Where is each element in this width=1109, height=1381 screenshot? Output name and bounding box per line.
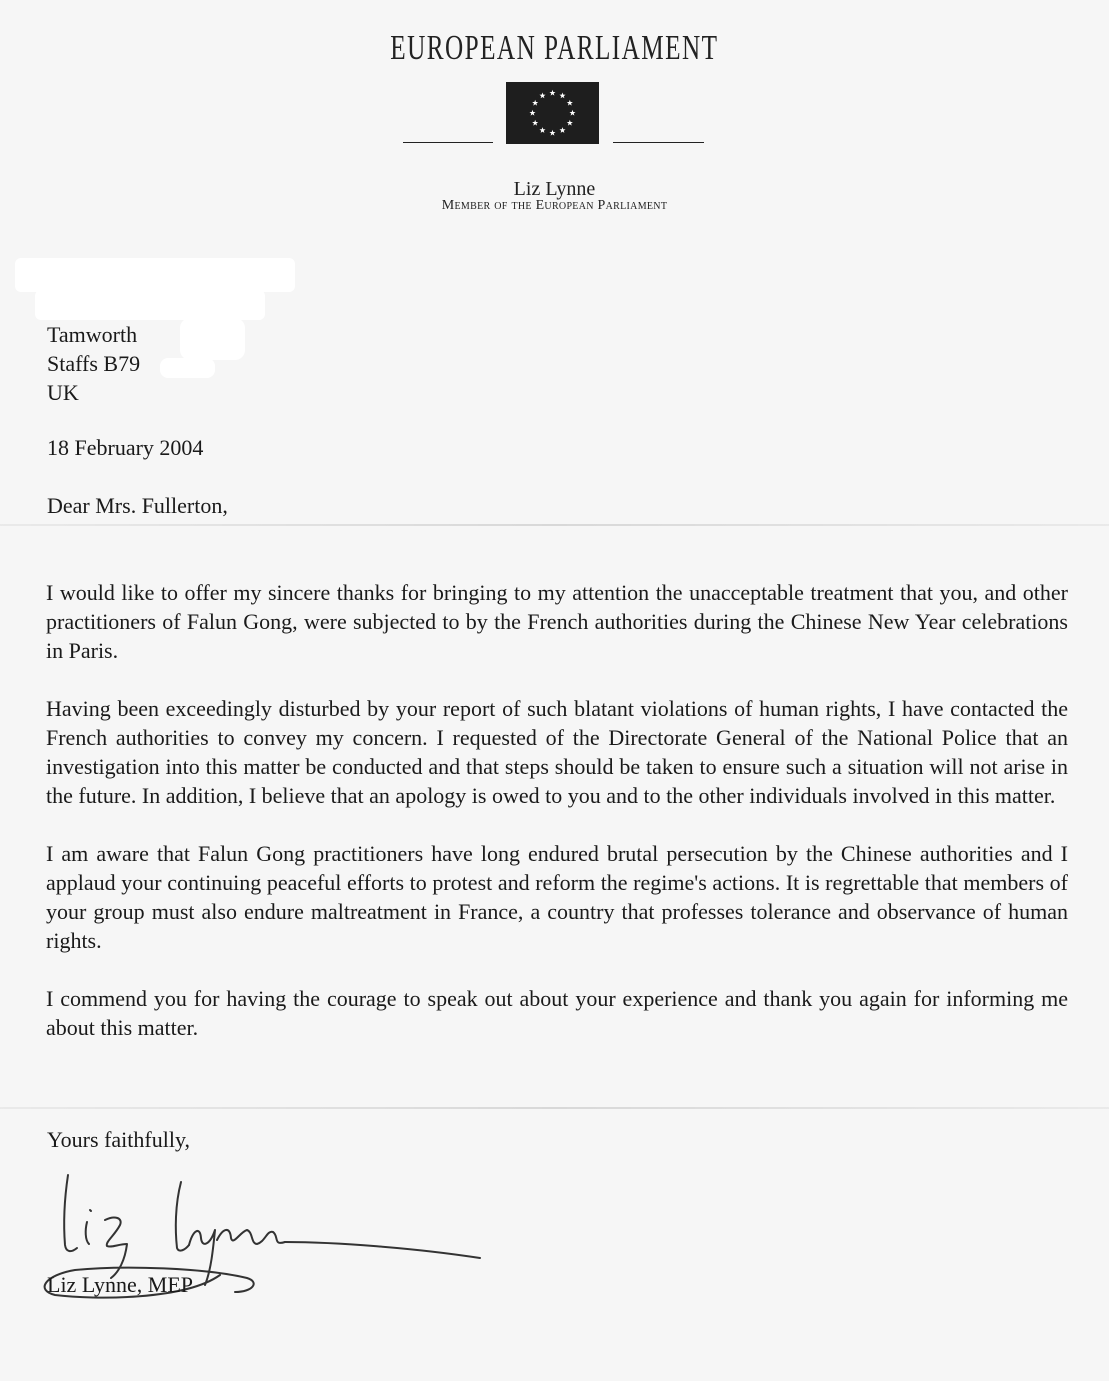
redaction-mark xyxy=(15,258,295,292)
letterhead-title: EUROPEAN PARLIAMENT xyxy=(390,28,719,67)
recipient-address xyxy=(47,320,140,407)
eu-star-icon xyxy=(539,92,545,98)
eu-star-icon xyxy=(529,110,535,116)
eu-star-icon xyxy=(567,120,573,126)
eu-star-icon xyxy=(569,110,575,116)
eu-star-icon xyxy=(539,127,545,133)
address-line: UK xyxy=(47,380,79,405)
eu-flag-icon xyxy=(506,82,599,144)
mep-name: Liz Lynne xyxy=(513,178,596,200)
eu-star-icon xyxy=(549,130,555,136)
address-line: Tamworth xyxy=(47,322,138,347)
letterhead-rule-right xyxy=(613,142,704,143)
body-paragraph: Having been exceedingly disturbed by your report of such blatant violations of human rights, I have contacted the French authorities to convey my concern. I requested of the Directorate General of the National Police that an investigation into this matter be conducted and that steps should be taken to ensure such a situation will not arise in the future. In addition, I believe that an apology is owed to you and to the other individuals involved in this matter. xyxy=(46,696,1068,808)
fold-line xyxy=(0,524,1109,526)
eu-star-icon xyxy=(559,127,565,133)
closing: Yours faithfully, xyxy=(47,1127,191,1152)
redaction-mark xyxy=(160,358,215,378)
eu-star-icon xyxy=(532,120,538,126)
eu-star-icon xyxy=(549,90,555,96)
letter-body xyxy=(46,578,1068,1071)
eu-star-icon xyxy=(532,100,538,106)
fold-line xyxy=(0,1107,1109,1109)
redaction-mark xyxy=(180,318,245,360)
address-line: Staffs B79 xyxy=(47,351,141,376)
letter-date: 18 February 2004 xyxy=(47,435,204,460)
eu-star-icon xyxy=(567,100,573,106)
letterhead-rule-left xyxy=(403,142,493,143)
body-paragraph: I would like to offer my sincere thanks for bringing to my attention the unacceptable treatment that you, and other practitioners of Falun Gong, were subjected to by the French authorities during the Chinese New Year celebrations in Paris. xyxy=(46,580,1068,663)
body-paragraph: I am aware that Falun Gong practitioners have long endured brutal persecution by the Chinese authorities and I applaud your continuing peaceful efforts to protest and reform the regime's actions. It is regrettable that members of your group must also endure maltreatment in France, a country that professes tolerance and observance of human rights. xyxy=(46,841,1068,953)
signoff-name: Liz Lynne, MEP xyxy=(47,1272,194,1297)
mep-role: Member of the European Parliament xyxy=(441,198,668,213)
salutation: Dear Mrs. Fullerton, xyxy=(47,493,228,518)
body-paragraph: I commend you for having the courage to speak out about your experience and thank you again for informing me about this matter. xyxy=(46,986,1068,1040)
redaction-mark xyxy=(35,290,265,320)
eu-star-icon xyxy=(559,92,565,98)
